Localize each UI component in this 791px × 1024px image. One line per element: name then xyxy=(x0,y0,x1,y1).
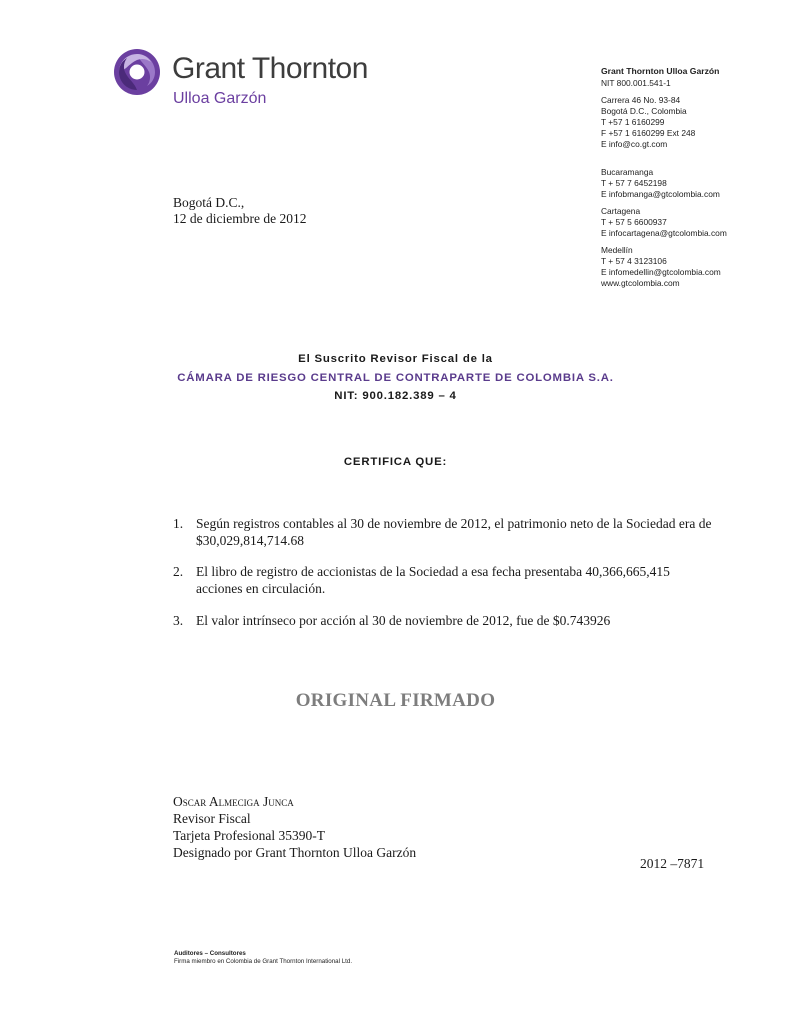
item-text: $30,029,814,714.68 xyxy=(196,533,304,548)
firm-email: E info@co.gt.com xyxy=(601,139,668,149)
firm-tel: T +57 1 6160299 xyxy=(601,117,665,127)
office-city: Medellín xyxy=(601,245,633,255)
brand-name: Grant Thornton xyxy=(172,52,368,85)
signer-name: Oscar Almeciga Junca xyxy=(173,794,294,809)
firm-city: Bogotá D.C., Colombia xyxy=(601,106,687,116)
footer-services: Auditores – Consultores xyxy=(174,950,246,957)
item-text: El libro de registro de accionistas de la Sociedad a esa fecha presentaba 40,366,665,415 xyxy=(196,564,670,579)
item-text: acciones en circulación. xyxy=(196,581,326,596)
footer xyxy=(174,950,352,966)
certifies-heading: CERTIFICA QUE: xyxy=(343,456,448,468)
item-number: 3. xyxy=(173,613,184,628)
office-tel: T + 57 4 3123106 xyxy=(601,256,667,266)
reference-number: 2012 –7871 xyxy=(640,856,705,871)
title-company: CÁMARA DE RIESGO CENTRAL DE CONTRAPARTE DE COLOMBIA S.A. xyxy=(177,372,614,384)
office-city: Bucaramanga xyxy=(601,167,654,177)
office-city: Cartagena xyxy=(601,206,641,216)
contact-info xyxy=(601,66,786,289)
brand-subtitle: Ulloa Garzón xyxy=(173,90,267,107)
original-signed-stamp: ORIGINAL FIRMADO xyxy=(295,690,496,711)
place-date xyxy=(173,195,306,227)
item-text: Según registros contables al 30 de noviembre de 2012, el patrimonio neto de la Sociedad era de xyxy=(196,516,712,531)
letter-date: 12 de diciembre de 2012 xyxy=(173,211,307,226)
item-number: 1. xyxy=(173,516,184,531)
office-email: E infocartagena@gtcolombia.com xyxy=(601,228,727,238)
firm-website: www.gtcolombia.com xyxy=(601,278,680,288)
office-email: E infomedellin@gtcolombia.com xyxy=(601,267,721,277)
office-tel: T + 57 7 6452198 xyxy=(601,178,667,188)
office-email: E infobmanga@gtcolombia.com xyxy=(601,189,720,199)
firm-fax: F +57 1 6160299 Ext 248 xyxy=(601,128,696,138)
signer-designated: Designado por Grant Thornton Ulloa Garzón xyxy=(173,845,417,860)
item-number: 2. xyxy=(173,564,184,579)
firm-name: Grant Thornton Ulloa Garzón xyxy=(601,66,720,76)
letter-place: Bogotá D.C., xyxy=(173,195,245,210)
signer-card: Tarjeta Profesional 35390-T xyxy=(173,828,326,843)
signer-role: Revisor Fiscal xyxy=(173,811,251,826)
office-tel: T + 57 5 6600937 xyxy=(601,217,667,227)
item-text: El valor intrínseco por acción al 30 de noviembre de 2012, fue de $0.743926 xyxy=(196,613,611,628)
footer-membership: Firma miembro en Colombia de Grant Thornton International Ltd. xyxy=(174,958,353,965)
grant-thornton-logo-icon xyxy=(113,48,161,96)
title-line-1: El Suscrito Revisor Fiscal de la xyxy=(298,353,493,365)
firm-nit: NIT 800.001.541-1 xyxy=(601,78,671,88)
signature-block xyxy=(173,793,416,861)
title-nit: NIT: 900.182.389 – 4 xyxy=(334,390,457,402)
firm-address: Carrera 46 No. 93-84 xyxy=(601,95,681,105)
